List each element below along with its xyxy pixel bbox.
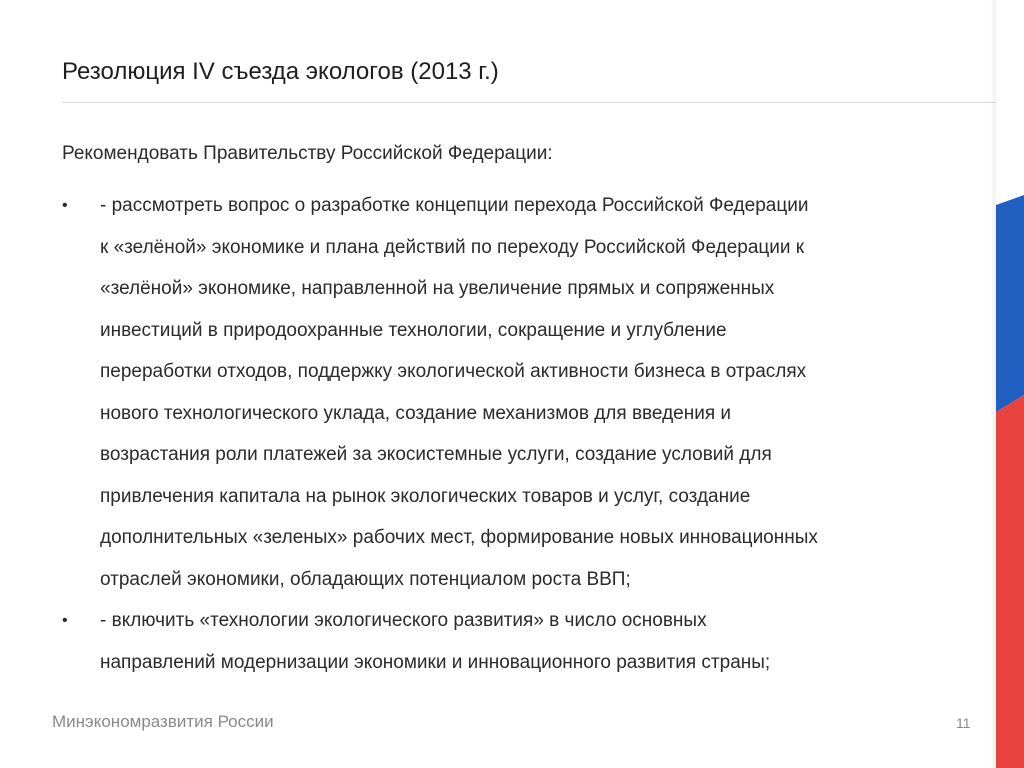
bullet-marker: •: [62, 612, 68, 629]
bullet-line: направлений модернизации экономики и инновационного развития страны;: [100, 651, 771, 673]
bullet-line: отраслей экономики, обладающих потенциалом роста ВВП;: [100, 568, 631, 590]
flag-red-stripe: [996, 395, 1024, 768]
bullet-line: дополнительных «зеленых» рабочих мест, формирование новых инновационных: [100, 527, 818, 548]
russian-flag-decoration: [996, 0, 1024, 768]
bullet-list: [62, 185, 972, 683]
slide-title: Резолюция IV съезда экологов (2013 г.): [62, 58, 499, 85]
bullet-line: «зелёной» экономике, направленной на увеличение прямых и сопряженных: [100, 278, 775, 299]
bullet-line: - включить «технологии экологического развития» в число основных: [100, 610, 707, 631]
flag-blue-stripe: [996, 195, 1024, 412]
bullet-item-technologies: [62, 600, 972, 683]
title-divider: [62, 102, 996, 103]
bullet-line: нового технологического уклада, создание механизмов для введения и: [100, 402, 732, 424]
footer-organization: Минэкономразвития России: [52, 712, 274, 731]
bullet-line: инвестиций в природоохранные технологии, сокращение и углубление: [100, 319, 727, 341]
bullet-item-concept: [62, 185, 972, 600]
bullet-line: - рассмотреть вопрос о разработке концепции перехода Российской Федерации: [100, 195, 809, 216]
flag-stripes-graphic: [996, 0, 1024, 768]
bullet-line: привлечения капитала на рынок экологических товаров и услуг, создание: [100, 485, 751, 507]
bullet-line: переработки отходов, поддержку экологической активности бизнеса в отраслях: [100, 361, 807, 382]
bullet-marker: •: [62, 197, 68, 214]
bullet-line: возрастания роли платежей за экосистемные услуги, создание условий для: [100, 444, 772, 465]
page-number: 11: [956, 715, 971, 731]
intro-text: Рекомендовать Правительству Российской Федерации:: [62, 143, 553, 164]
bullet-line: к «зелёной» экономике и плана действий по переходу Российской Федерации к: [100, 236, 805, 258]
